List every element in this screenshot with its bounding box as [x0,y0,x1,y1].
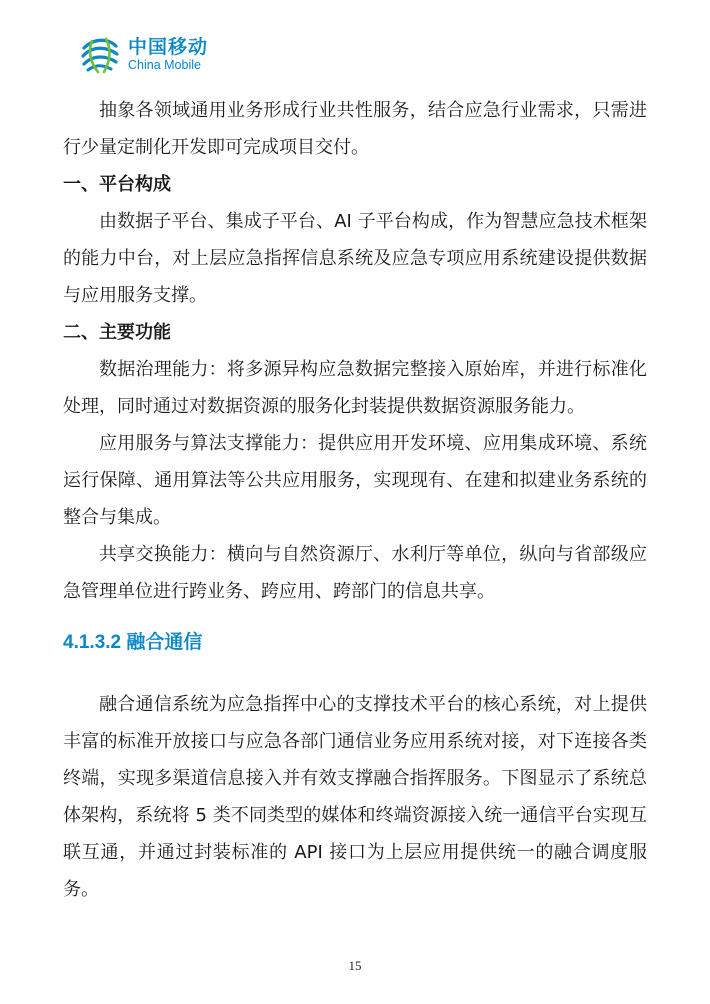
brand-name-cn: 中国移动 [128,36,209,58]
intro-paragraph: 抽象各领域通用业务形成行业共性服务，结合应急行业需求，只需进行少量定制化开发即可完成项目交付。 [63,100,647,158]
brand-name-en: China Mobile [128,58,201,72]
china-mobile-logo-icon [78,32,122,76]
brand-wordmark [128,36,208,72]
heading-platform-composition: 一、平台构成 [63,174,171,195]
platform-composition-paragraph: 由数据子平台、集成子平台、AI 子平台构成，作为智慧应急技术框架的能力中台，对上层应急指挥信息系统及应急专项应用系统建设提供数据与应用服务支撑。 [63,211,647,306]
page-number: 15 [348,958,362,973]
converged-communication-paragraph: 融合通信系统为应急指挥中心的支撑技术平台的核心系统，对上提供丰富的标准开放接口与应急各部门通信业务应用系统对接，对下连接各类终端，实现多渠道信息接入并有效支撑融合指挥服务。下图显示了系统总体架构，系统将 5 类不同类型的媒体和终端资源接入统一通信平台实现互联互通，并通过封装标准的 API 接口为上层应用提供统一的融合调度服务。 [63,694,647,900]
data-governance-paragraph: 数据治理能力：将多源异构应急数据完整接入原始库，并进行标准化处理，同时通过对数据资源的服务化封装提供数据资源服务能力。 [63,359,647,417]
sharing-exchange-paragraph: 共享交换能力：横向与自然资源厅、水利厅等单位，纵向与省部级应急管理单位进行跨业务、跨应用、跨部门的信息共享。 [63,544,647,602]
app-service-paragraph: 应用服务与算法支撑能力：提供应用开发环境、应用集成环境、系统运行保障、通用算法等公共应用服务，实现现有、在建和拟建业务系统的整合与集成。 [63,433,647,528]
document-body [63,92,647,908]
section-title: 4.1.3.2 融合通信 [63,632,203,653]
page-header [78,28,208,80]
heading-main-functions: 二、主要功能 [63,322,171,343]
